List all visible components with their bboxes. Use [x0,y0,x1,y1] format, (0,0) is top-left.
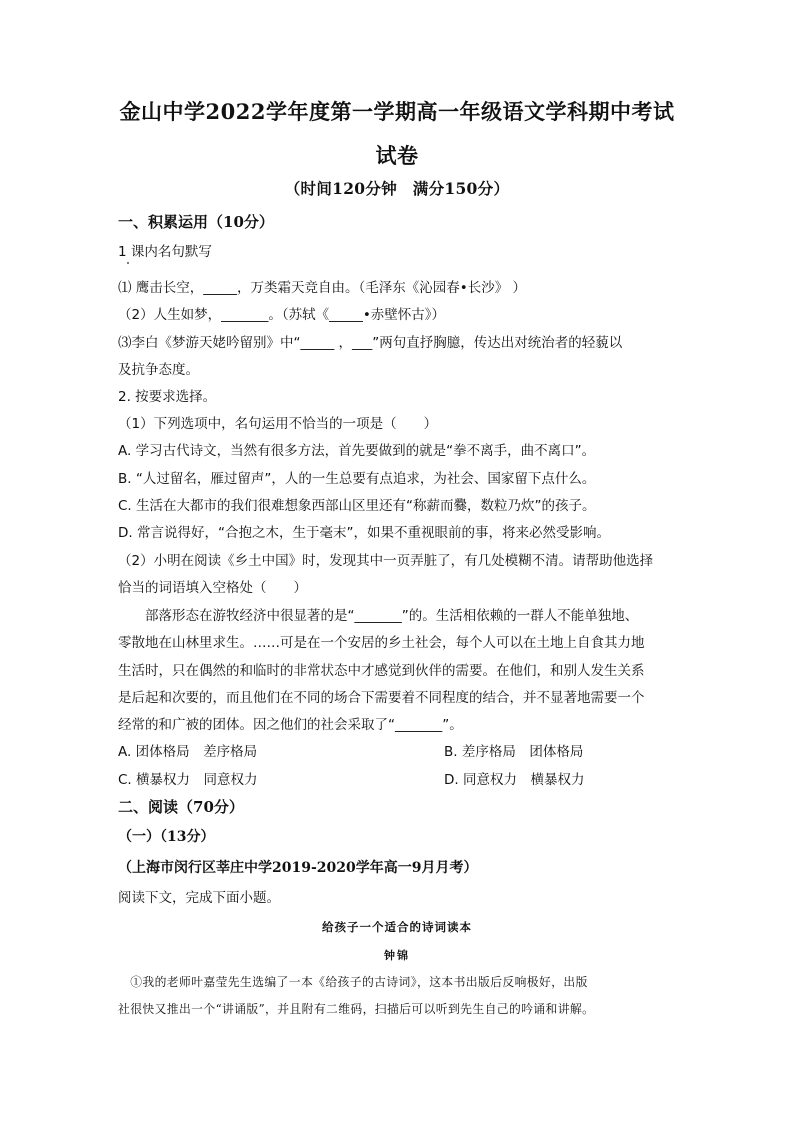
q1-item-2: （2）人生如梦，_______。（苏轼《_____•赤壁怀古》） [118,307,446,323]
section1-heading: 一、积累运用（10分） [118,213,274,231]
q1-item-1: ⑴ 鹰击长空，_____，万类霜天竞自由。（毛泽东《沁园春•长沙》 ） [118,280,527,296]
q1-label: 1 课内名句默写 [118,244,212,260]
q2-2-stem-line1: （2）小明在阅读《乡土中国》时，发现其中一页弄脏了，有几处模糊不清。请帮助他选择 [118,553,654,569]
q2-1-option-c: C. 生活在大都市的我们很难想象西部山区里还有“称薪而爨，数粒乃炊”的孩子。 [118,498,596,514]
q2-2-passage-line2: 零散地在山林里求生。……可是在一个安居的乡土社会，每个人可以在土地上自食其力地 [118,635,645,651]
q1-item-3: ⑶李白《梦游天姥吟留别》中“_____ ，___”两句直抒胸臆，传达出对统治者的轻藐以 [118,335,623,351]
q2-2-option-d: D. 同意权力 横暴权力 [444,772,585,788]
q2-2-option-c: C. 横暴权力 同意权力 [118,772,258,788]
article-author: 钟锦 [384,949,410,962]
section2-part1: （一）（13分） [118,829,215,845]
q2-1-stem: （1）下列选项中，名句运用不恰当的一项是（ ） [118,416,438,432]
section2-heading: 二、阅读（70分） [118,798,244,816]
q2-2-option-a: A. 团体格局 差序格局 [118,744,258,760]
section2-instruction: 阅读下文，完成下面小题。 [118,890,280,906]
q2-2-passage-line3: 生活时，只在偶然的和临时的非常状态中才感觉到伙伴的需要。在他们，和别人发生关系 [118,663,645,679]
q2-2-stem-line2: 恰当的词语填入空格处（ ） [118,580,307,596]
article-line1: ①我的老师叶嘉莹先生选编了一本《给孩子的古诗词》，这本书出版后反响极好，出版 [118,975,588,989]
q2-2-option-b: B. 差序格局 团体格局 [444,744,584,760]
article-line2: 社很快又推出一个“讲诵版”，并且附有二维码，扫描后可以听到先生自己的吟诵和讲解。 [118,1002,595,1016]
article-title: 给孩子一个适合的诗词读本 [322,920,472,934]
q2-2-passage-line1: 部落形态在游牧经济中很显著的是“_______”的。生活相依赖的一群人不能单独地、 [118,608,639,624]
decorative-dot [127,262,129,264]
q2-label: 2. 按要求选择。 [118,389,217,405]
exam-title-line1: 金山中学2022学年度第一学期高一年级语文学科期中考试 [119,99,675,124]
exam-subtitle: （时间120分钟 满分150分） [284,179,510,198]
q2-1-option-b: B. “人过留名，雁过留声”，人的一生总要有点追求，为社会、国家留下点什么。 [118,471,596,487]
exam-title-line2: 试卷 [375,143,419,168]
q2-1-option-d: D. 常言说得好，“合抱之木，生于毫末”，如果不重视眼前的事，将来必然受影响。 [118,525,610,541]
q2-2-passage-line5: 经常的和广被的团体。因之他们的社会采取了“_______”。 [118,717,463,733]
q1-item-3-cont: 及抗争态度。 [118,362,199,378]
q2-1-option-a: A. 学习古代诗文，当然有很多方法，首先要做到的就是“拳不离手，曲不离口”。 [118,443,596,459]
q2-2-passage-line4: 是后起和次要的，而且他们在不同的场合下需要着不同程度的结合，并不显著地需要一个 [118,690,645,706]
section2-source: （上海市闵行区莘庄中学2019-2020学年高一9月月考） [118,860,478,876]
